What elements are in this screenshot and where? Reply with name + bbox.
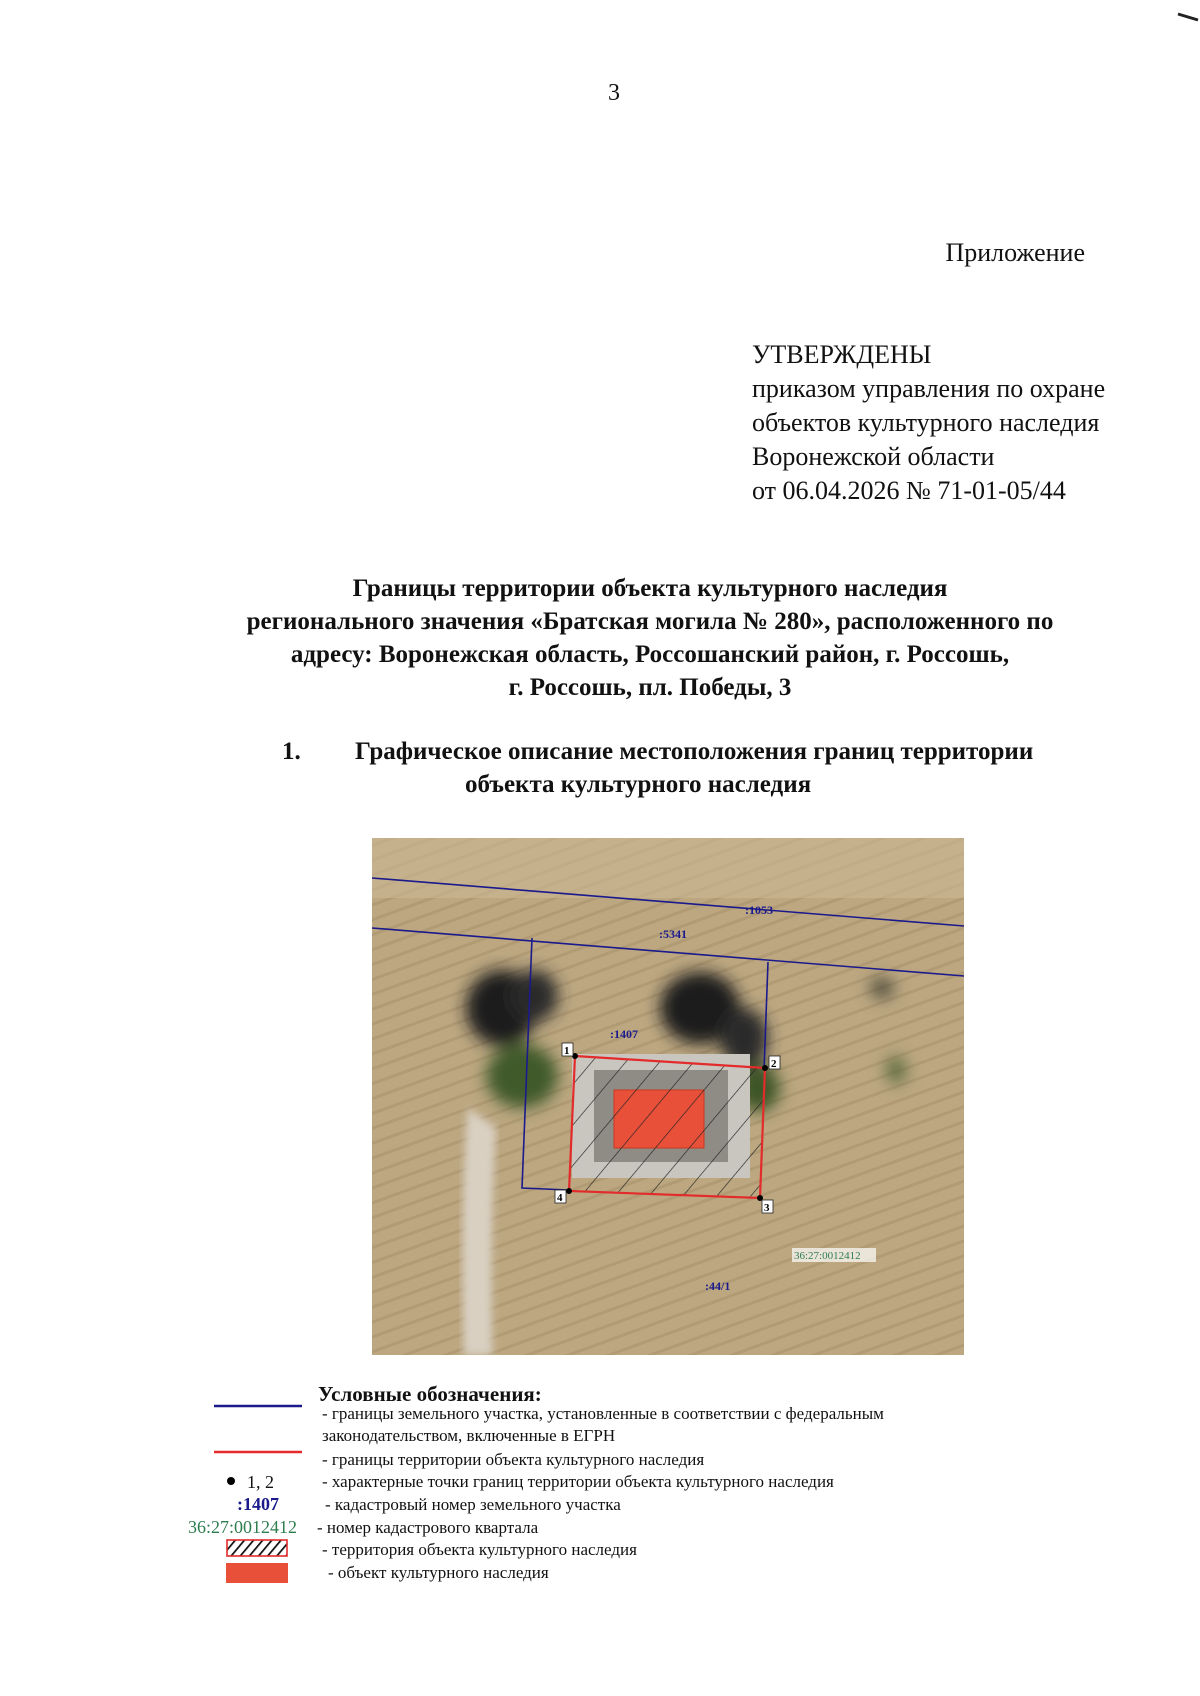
scan-mark — [1176, 12, 1200, 22]
parcel-label-1053: :1053 — [745, 903, 773, 917]
title-line: адресу: Воронежская область, Россошанский район, г. Россошь, — [290, 641, 1010, 668]
legend-item-points: - характерные точки границ территории объекта культурного наследия — [322, 1472, 834, 1491]
legend-quarter-number-example: 36:27:0012412 — [188, 1517, 298, 1537]
legend-item-parcel-boundary-cont: законодательством, включенные в ЕГРН — [322, 1426, 616, 1445]
legend-item-heritage-boundary: - границы территории объекта культурного наследия — [322, 1450, 705, 1469]
legend-blue-line-symbol — [214, 1403, 302, 1409]
page-number: 3 — [608, 80, 620, 106]
approval-order-line: от 06.04.2026 № 71-01-05/44 — [752, 476, 1066, 505]
approval-line: приказом управления по охране — [752, 374, 1106, 403]
quarter-label: 36:27:0012412 — [794, 1250, 861, 1262]
parcel-label-5341: :5341 — [659, 927, 687, 941]
point-label-1: 1 — [564, 1045, 570, 1057]
legend-item-quarter-number: - номер кадастрового квартала — [317, 1518, 539, 1537]
parcel-label-44-1: :44/1 — [705, 1279, 731, 1293]
legend-point-example: 1, 2 — [247, 1472, 274, 1492]
approval-heading: УТВЕРЖДЕНЫ — [752, 340, 932, 369]
approval-block — [752, 338, 1105, 508]
legend-point-symbol — [226, 1476, 236, 1486]
legend-item-heritage-territory: - территория объекта культурного наследия — [322, 1540, 637, 1559]
heritage-territory — [569, 1056, 765, 1198]
road — [463, 1108, 496, 1355]
section-title-continued: объекта культурного наследия — [465, 771, 812, 798]
legend-red-line-symbol — [214, 1449, 302, 1455]
point-label-4: 4 — [557, 1192, 563, 1204]
appendix-label: Приложение — [945, 238, 1085, 267]
section-number: 1. — [282, 738, 301, 765]
point-label-2: 2 — [771, 1058, 777, 1070]
title-line: г. Россошь, пл. Победы, 3 — [508, 674, 792, 701]
legend-item-parcel-number: - кадастровый номер земельного участка — [325, 1495, 621, 1514]
legend-title: Условные обозначения: — [318, 1382, 542, 1406]
approval-line: Воронежской области — [752, 442, 995, 471]
cadastral-map — [372, 838, 964, 1355]
section-title: Графическое описание местоположения границ территории — [355, 738, 1034, 765]
title-line: Границы территории объекта культурного наследия — [352, 575, 948, 602]
legend-parcel-number-example: :1407 — [237, 1494, 279, 1514]
title-line: регионального значения «Братская могила № 280», расположенного по — [246, 608, 1054, 635]
parcel-label-1407: :1407 — [610, 1027, 638, 1041]
document-title — [150, 572, 1150, 704]
approval-line: объектов культурного наследия — [752, 408, 1100, 437]
point-label-3: 3 — [764, 1202, 770, 1214]
legend-hatch-symbol — [226, 1539, 288, 1557]
legend-red-fill-symbol — [226, 1563, 288, 1583]
legend-item-heritage-object: - объект культурного наследия — [328, 1563, 549, 1582]
legend-item-parcel-boundary: - границы земельного участка, установленные в соответствии с федеральным — [322, 1404, 884, 1423]
